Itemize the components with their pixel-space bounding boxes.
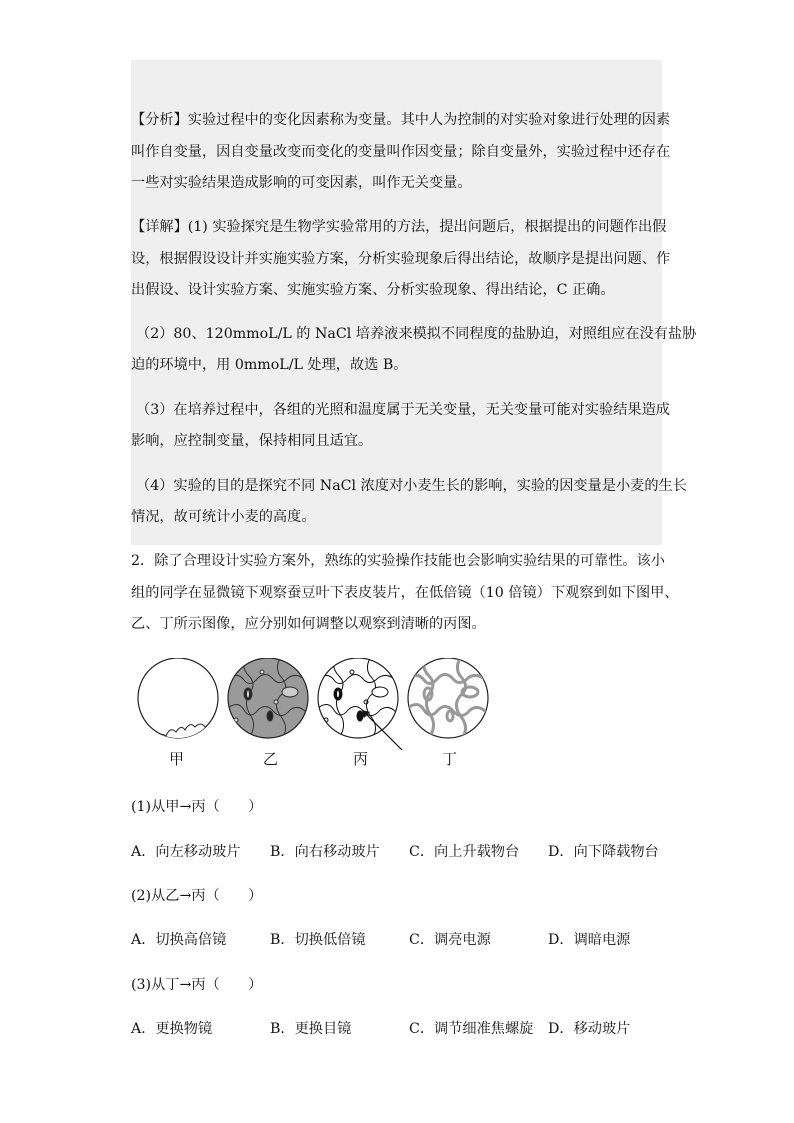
detail-p2-line-1: （2）80、120mmoL/L 的 NaCl 培养液来模拟不同程度的盐胁迫，对照组应在没有盐胁 (136, 326, 697, 342)
sub1-option-c[interactable]: C．向上升载物台 (409, 844, 520, 860)
figure-label-jia: 甲 (169, 750, 185, 768)
detail-p1-line-3: 出假设、设计实验方案、实施实验方案、分析实验现象、得出结论，C 正确。 (131, 282, 615, 298)
sub1-option-d[interactable]: D．向下降载物台 (548, 844, 659, 860)
answer-panel (131, 60, 662, 545)
figure-label-ding: 丁 (442, 750, 458, 768)
detail-p2-line-2: 迫的环境中，用 0mmoL/L 处理，故选 B。 (131, 357, 408, 373)
question-stem-line-1: 2．除了合理设计实验方案外，熟练的实验操作技能也会影响实验结果的可靠性。该小 (131, 553, 665, 569)
sub2-option-d[interactable]: D．调暗电源 (548, 932, 631, 948)
analysis-line-3: 一些对实验结果造成影响的可变因素，叫作无关变量。 (131, 175, 472, 191)
sub3-option-b[interactable]: B．更换目镜 (270, 1021, 352, 1037)
detail-p3-line-2: 影响，应控制变量，保持相同且适宜。 (131, 433, 373, 449)
sub-question-1: (1)从甲→丙（ ） (131, 799, 263, 815)
field-bing (318, 658, 402, 750)
detail-p4-line-2: 情况，故可统计小麦的高度。 (131, 509, 316, 525)
sub2-option-b[interactable]: B．切换低倍镜 (270, 932, 366, 948)
detail-p4-line-1: （4）实验的目的是探究不同 NaCl 浓度对小麦生长的影响，实验的因变量是小麦的生长 (136, 478, 687, 494)
sub3-option-d[interactable]: D．移动玻片 (548, 1021, 631, 1037)
sub3-option-a[interactable]: A．更换物镜 (131, 1021, 213, 1037)
sub1-option-a[interactable]: A．向左移动玻片 (131, 844, 241, 860)
sub2-option-c[interactable]: C．调亮电源 (409, 932, 491, 948)
figure-label-bing: 丙 (353, 750, 369, 768)
question-stem-line-2: 组的同学在显微镜下观察蚕豆叶下表皮装片，在低倍镜（10 倍镜）下观察到如下图甲、 (131, 585, 679, 601)
field-jia (138, 658, 218, 742)
field-yi (228, 658, 308, 740)
field-ding (408, 658, 488, 740)
detail-p1-line-2: 设，根据假设设计并实施实验方案，分析实验现象后得出结论，故顺序是提出问题、作 (131, 251, 671, 267)
figure-label-yi: 乙 (263, 750, 279, 768)
detail-p3-line-1: （3）在培养过程中，各组的光照和温度属于无关变量，无关变量可能对实验结果造成 (136, 402, 670, 418)
analysis-line-1: 【分析】实验过程中的变化因素称为变量。其中人为控制的对实验对象进行处理的因素 (131, 112, 671, 128)
sub3-option-c[interactable]: C．调节细准焦螺旋 (409, 1021, 534, 1037)
sub1-option-b[interactable]: B．向右移动玻片 (270, 844, 380, 860)
sub-question-3: (3)从丁→丙（ ） (131, 977, 263, 993)
analysis-line-2: 叫作自变量，因自变量改变而变化的变量叫作因变量；除自变量外，实验过程中还存在 (131, 144, 671, 160)
sub-question-2: (2)从乙→丙（ ） (131, 888, 263, 904)
detail-p1-line-1: 【详解】(1) 实验探究是生物学实验常用的方法，提出问题后，根据提出的问题作出假 (131, 219, 667, 235)
sub2-option-a[interactable]: A．切换高倍镜 (131, 932, 227, 948)
question-stem-line-3: 乙、丁所示图像，应分别如何调整以观察到清晰的丙图。 (131, 616, 486, 632)
